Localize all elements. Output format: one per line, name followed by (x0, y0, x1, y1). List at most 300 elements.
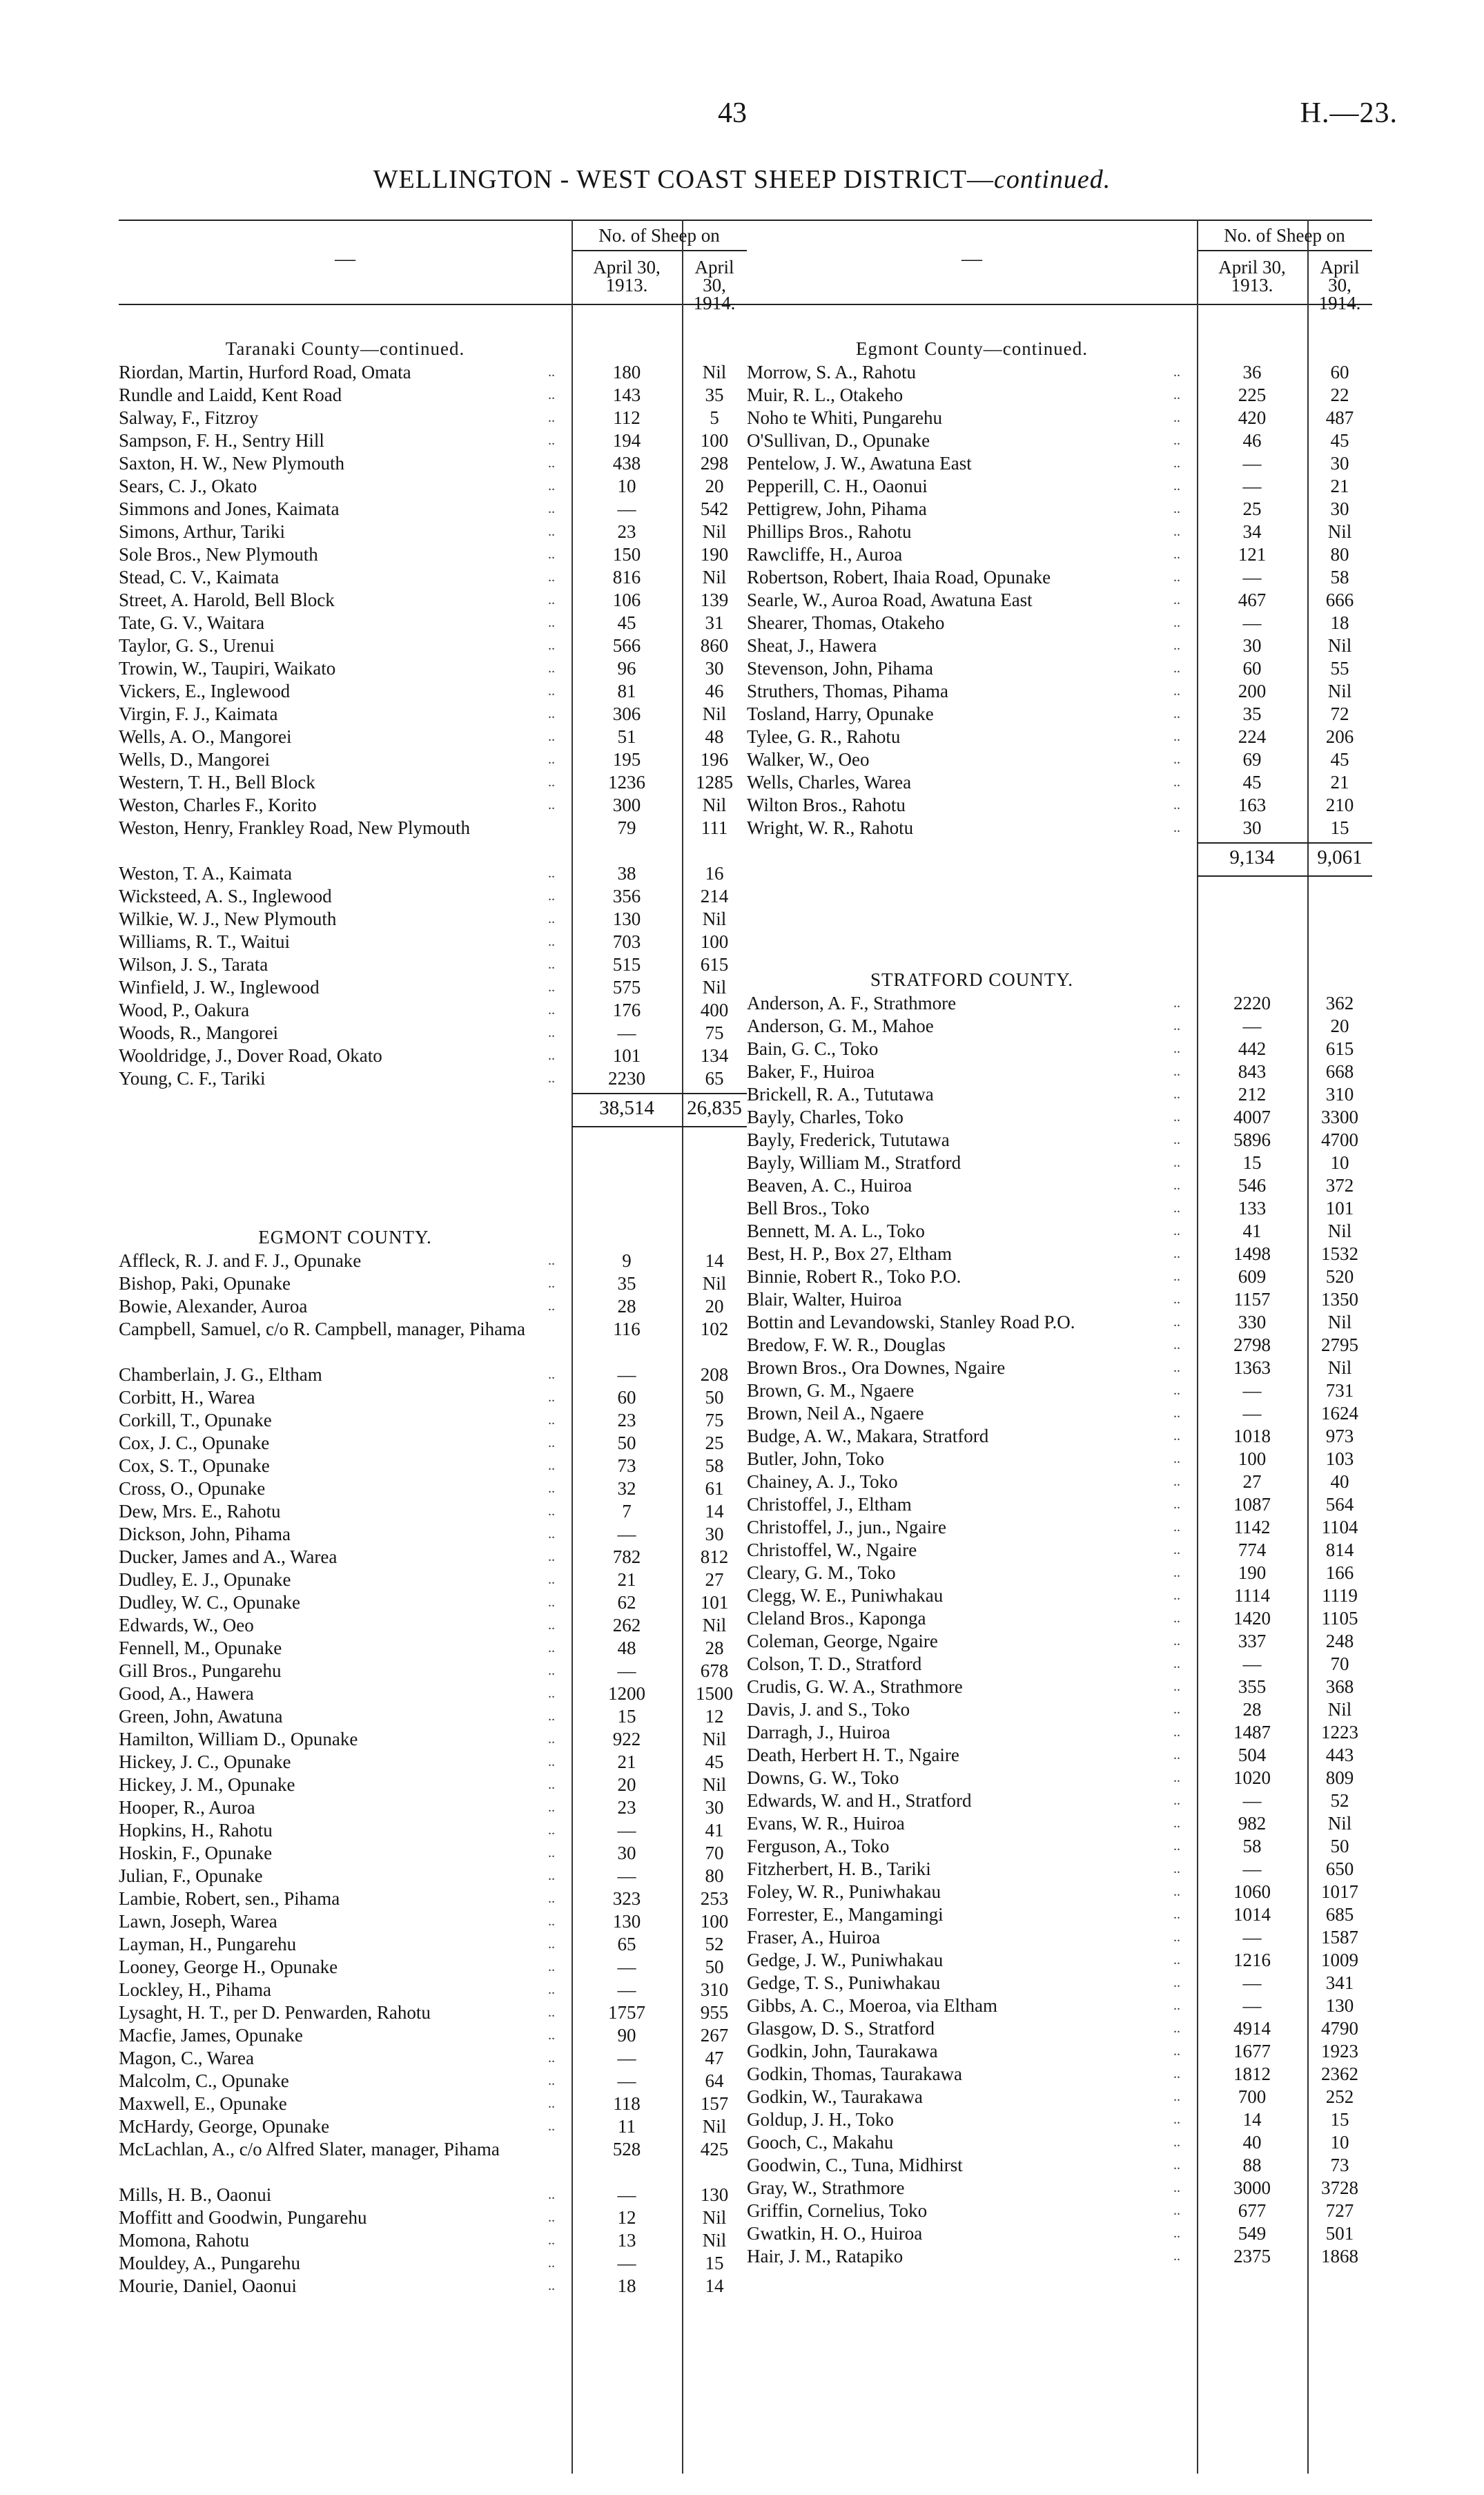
table-row (119, 657, 747, 680)
sheep-1914: 3728 (1321, 2177, 1358, 2198)
table-row (119, 1887, 747, 1910)
leader-dots: .. (1173, 2157, 1180, 2173)
table-row (747, 1926, 1372, 1949)
leader-dots: .. (548, 1071, 555, 1086)
owner-name: Death, Herbert H. T., Ngaire (747, 1745, 959, 1765)
sheep-1913: 46 (1242, 430, 1262, 451)
leader-dots: .. (1173, 1132, 1180, 1147)
sheep-1913: 1060 (1233, 1881, 1271, 1902)
sheep-1913: 609 (1238, 1266, 1267, 1287)
table-row (747, 1767, 1372, 1789)
sheep-1914: 1624 (1321, 1403, 1358, 1424)
sheep-1913: 566 (612, 635, 641, 656)
sheep-1913: 1487 (1233, 1722, 1271, 1742)
sheep-1914: 65 (705, 1068, 724, 1089)
table-row (119, 1910, 747, 1933)
leader-dots: .. (1173, 1702, 1180, 1717)
leader-dots: .. (548, 2050, 555, 2066)
leader-dots: .. (548, 1276, 555, 1291)
page-title (0, 164, 1484, 195)
table-row (119, 1660, 747, 1682)
leader-dots: .. (548, 2187, 555, 2202)
leader-dots: .. (548, 1458, 555, 1473)
leader-dots: .. (1173, 1565, 1180, 1580)
sheep-1914: 310 (1325, 1084, 1354, 1105)
sheep-1913: 40 (1242, 2132, 1262, 2153)
owner-name: Edwards, W., Oeo (119, 1615, 254, 1635)
owner-name: Riordan, Martin, Hurford Road, Omata (119, 362, 411, 382)
leader-dots: .. (1173, 1884, 1180, 1899)
owner-name: Shearer, Thomas, Otakeho (747, 612, 945, 633)
sheep-1913: 438 (612, 453, 641, 474)
sheep-1914: 45 (705, 1751, 724, 1772)
leader-dots: .. (1173, 706, 1180, 721)
leader-dots: .. (548, 1595, 555, 1610)
owner-name: Salway, F., Fitzroy (119, 407, 259, 428)
table-row (119, 1865, 747, 1887)
total-1913: 9,134 (1229, 846, 1275, 868)
sheep-1913: 1020 (1233, 1767, 1271, 1788)
sheep-1913: 2798 (1233, 1334, 1271, 1355)
leader-dots: .. (548, 1481, 555, 1496)
table-row (747, 657, 1372, 680)
owner-name: Wells, D., Mangorei (119, 749, 271, 770)
sheep-1914: 668 (1325, 1061, 1354, 1082)
sheep-1914: 50 (705, 1387, 724, 1408)
sheep-1913: 130 (612, 1911, 641, 1932)
owner-name: Bishop, Paki, Opunake (119, 1273, 291, 1294)
owner-name: Green, John, Awatuna (119, 1706, 283, 1727)
table-row (119, 1022, 747, 1045)
owner-name: Bayly, William M., Stratford (747, 1152, 961, 1173)
leader-dots: .. (1173, 638, 1180, 653)
leader-dots: .. (548, 2119, 555, 2134)
sheep-1913: 703 (612, 931, 641, 952)
owner-name: Goldup, J. H., Toko (747, 2109, 894, 2130)
table-row (747, 407, 1372, 429)
sheep-1914: 21 (1330, 476, 1349, 496)
sheep-1914: 362 (1325, 993, 1354, 1013)
table-row (747, 1607, 1372, 1630)
sheep-1914: 731 (1325, 1380, 1354, 1401)
table-row (747, 1903, 1372, 1926)
owner-name: Weston, Charles F., Korito (119, 795, 317, 815)
leader-dots: .. (548, 2278, 555, 2293)
leader-dots: .. (1173, 1930, 1180, 1945)
sheep-1914: 100 (700, 931, 729, 952)
table-row (747, 1265, 1372, 1288)
table-row (747, 2063, 1372, 2086)
sheep-1913: 337 (1238, 1631, 1267, 1651)
sheep-1913: 1087 (1233, 1494, 1271, 1515)
owner-name: Wood, P., Oakura (119, 1000, 250, 1020)
sheep-1914: 48 (705, 726, 724, 747)
owner-name: Wright, W. R., Rahotu (747, 817, 914, 838)
leader-dots: .. (548, 1709, 555, 1724)
sheep-1914: 196 (700, 749, 729, 770)
sheep-1914: 1119 (1322, 1585, 1358, 1606)
leader-dots: .. (1173, 410, 1180, 425)
leader-dots: .. (548, 570, 555, 585)
sheep-1914: 252 (1325, 2086, 1354, 2107)
leader-dots: .. (548, 1754, 555, 1769)
sheep-1914: 72 (1330, 703, 1349, 724)
leader-dots: .. (1173, 752, 1180, 767)
sheep-1913: 118 (613, 2093, 641, 2114)
sheep-1913: 41 (1242, 1221, 1262, 1241)
leader-dots: .. (548, 1367, 555, 1382)
owner-name: Searle, W., Auroa Road, Awatuna East (747, 590, 1033, 610)
table-row (119, 2229, 747, 2252)
sheep-1913: 1157 (1233, 1289, 1271, 1310)
leader-dots: .. (548, 615, 555, 630)
leader-dots: .. (548, 2210, 555, 2225)
sheep-1913: — (617, 498, 636, 519)
sheep-1914: 20 (1330, 1016, 1349, 1036)
leader-dots: .. (1173, 1314, 1180, 1330)
table-row (119, 1819, 747, 1842)
sheep-1913: — (617, 2184, 636, 2205)
table-row (119, 1933, 747, 1956)
table-row (119, 384, 747, 407)
table-row (119, 1363, 747, 1386)
sheep-1914: 64 (705, 2070, 724, 2091)
owner-name: Anderson, A. F., Strathmore (747, 993, 957, 1013)
sheep-1914: Nil (1327, 1357, 1352, 1378)
owner-name: Bayly, Charles, Toko (747, 1107, 904, 1127)
sheep-1914: 73 (1330, 2155, 1349, 2175)
leader-dots: .. (1173, 2089, 1180, 2104)
sheep-1914: 1868 (1321, 2246, 1358, 2266)
leader-dots: .. (548, 1914, 555, 1929)
owner-name: Crudis, G. W. A., Strathmore (747, 1676, 963, 1697)
leader-dots: .. (1173, 1360, 1180, 1375)
table-row (119, 2093, 747, 2115)
table-row (119, 1728, 747, 1751)
leader-dots: .. (1173, 1542, 1180, 1557)
sheep-1914: 1500 (696, 1683, 733, 1704)
sheep-1913: 10 (617, 476, 636, 496)
sheep-1913: 355 (1238, 1676, 1267, 1697)
sheep-1914: 50 (1330, 1836, 1349, 1856)
leader-dots: .. (1173, 683, 1180, 699)
table-row (119, 1272, 747, 1295)
sheep-1913: 330 (1238, 1312, 1267, 1332)
owner-name: Brown Bros., Ora Downes, Ngaire (747, 1357, 1006, 1378)
sheep-1913: 50 (617, 1433, 636, 1453)
owner-name: Gedge, T. S., Puniwhakau (747, 1972, 941, 1993)
sheep-1914: 2362 (1321, 2064, 1358, 2084)
sheep-1913: — (617, 1022, 636, 1043)
leader-dots: .. (1173, 1975, 1180, 1990)
sheep-1914: 30 (1330, 498, 1349, 519)
table-row (747, 1994, 1372, 2017)
leader-dots: .. (548, 1891, 555, 1906)
table-row (119, 1386, 747, 1409)
sheep-1913: 23 (617, 521, 636, 542)
sheep-1914: 14 (705, 1501, 724, 1522)
sheep-1914: 30 (705, 1524, 724, 1544)
owner-name: Foley, W. R., Puniwhakau (747, 1881, 941, 1902)
sheep-1914: 22 (1330, 385, 1349, 405)
owner-name: Bain, G. C., Toko (747, 1038, 879, 1059)
owner-name: Hoskin, F., Opunake (119, 1843, 273, 1863)
owner-name: Struthers, Thomas, Pihama (747, 681, 948, 701)
table-row (119, 2275, 747, 2298)
sheep-1913: 843 (1238, 1061, 1267, 1082)
leader-dots: .. (1173, 478, 1180, 494)
sheep-1913: 35 (617, 1273, 636, 1294)
leader-dots: .. (1173, 1269, 1180, 1284)
leader-dots: .. (548, 1390, 555, 1405)
sheep-1914: 727 (1325, 2200, 1354, 2221)
owner-name: Maxwell, E., Opunake (119, 2093, 287, 2114)
leader-dots: .. (1173, 1588, 1180, 1603)
owner-name: Bayly, Frederick, Tututawa (747, 1129, 950, 1150)
owner-name: Robertson, Robert, Ihaia Road, Opunake (747, 567, 1051, 588)
table-row (747, 1584, 1372, 1607)
owner-name: Hamilton, William D., Opunake (119, 1729, 358, 1749)
table-row (119, 1432, 747, 1455)
leader-dots: .. (1173, 1497, 1180, 1512)
sheep-1914: 206 (1325, 726, 1354, 747)
sheep-1913: 90 (617, 2025, 636, 2046)
table-row (747, 2108, 1372, 2131)
leader-dots: .. (548, 2233, 555, 2248)
owner-name: Dickson, John, Pihama (119, 1524, 291, 1544)
owner-name: Phillips Bros., Rahotu (747, 521, 912, 542)
total-rule-bottom (1197, 875, 1372, 877)
table-row (747, 1881, 1372, 1903)
table-row (119, 976, 747, 999)
sheep-1914: 70 (1330, 1653, 1349, 1674)
table-row (119, 794, 747, 817)
sheep-1913: — (1242, 1016, 1262, 1036)
owner-name: Muir, R. L., Otakeho (747, 385, 904, 405)
sheep-1913: 60 (617, 1387, 636, 1408)
sheep-1913: — (617, 1820, 636, 1841)
table-row (747, 1038, 1372, 1060)
sheep-1913: 2230 (608, 1068, 645, 1089)
sheep-1914: 139 (700, 590, 729, 610)
table-row (119, 1637, 747, 1660)
leader-dots: .. (548, 547, 555, 562)
owner-name: Griffin, Cornelius, Toko (747, 2200, 928, 2221)
sheep-1914: 190 (700, 544, 729, 565)
sheep-1914: 15 (705, 2253, 724, 2273)
sheep-1913: 34 (1242, 521, 1262, 542)
sheep-1914: 101 (700, 1592, 729, 1613)
leader-dots: .. (1173, 661, 1180, 676)
owner-name: Cox, S. T., Opunake (119, 1455, 270, 1476)
table-row (747, 1721, 1372, 1744)
sheep-1914: 134 (700, 1045, 729, 1066)
owner-name: Glasgow, D. S., Stratford (747, 2018, 935, 2039)
sheep-1914: 61 (705, 1478, 724, 1499)
table-row (747, 1949, 1372, 1972)
section-title: Egmont County—continued. (856, 338, 1088, 359)
sheep-1914: 58 (1330, 567, 1349, 588)
table-row (119, 726, 747, 748)
owner-name: Woods, R., Mangorei (119, 1022, 279, 1043)
leader-dots: .. (548, 752, 555, 767)
sheep-1913: 30 (1242, 635, 1262, 656)
sheep-1913: 816 (612, 567, 641, 588)
sheep-1914: 214 (700, 886, 729, 906)
table-row (119, 361, 747, 384)
sheep-1913: 11 (618, 2116, 636, 2137)
sheep-1913: 1142 (1233, 1517, 1271, 1537)
owner-name: Mourie, Daniel, Oaonui (119, 2275, 297, 2296)
sheep-1913: 150 (612, 544, 641, 565)
table-row (747, 1539, 1372, 1562)
sheep-1913: 515 (612, 954, 641, 975)
sheep-1913: 225 (1238, 385, 1267, 405)
sheep-1913: 58 (1242, 1836, 1262, 1856)
table-row (119, 1500, 747, 1523)
sheep-1914: 267 (700, 2025, 729, 2046)
table-row (747, 1197, 1372, 1220)
sheep-1914: 52 (705, 1934, 724, 1954)
leader-dots: .. (1173, 1633, 1180, 1649)
table-row (747, 612, 1372, 634)
sheep-1914: 1223 (1321, 1722, 1358, 1742)
table-row (119, 498, 747, 521)
owner-name: Evans, W. R., Huiroa (747, 1813, 905, 1834)
leader-dots: .. (548, 980, 555, 995)
sheep-1914: 45 (1330, 749, 1349, 770)
sheep-1913: 28 (617, 1296, 636, 1317)
table-row (119, 407, 747, 429)
sheep-1913: 116 (613, 1319, 641, 1339)
owner-name: Lockley, H., Pihama (119, 1979, 271, 2000)
leader-dots: .. (1173, 1064, 1180, 1079)
table-row (747, 1060, 1372, 1083)
leader-dots: .. (1173, 456, 1180, 471)
sheep-1914: 60 (1330, 362, 1349, 382)
leader-dots: .. (548, 1800, 555, 1815)
leader-dots: .. (1173, 1520, 1180, 1535)
sheep-1914: 30 (705, 1797, 724, 1818)
sheep-1913: 224 (1238, 726, 1267, 747)
sheep-1913: 69 (1242, 749, 1262, 770)
sheep-1913: — (617, 1364, 636, 1385)
owner-name: Binnie, Robert R., Toko P.O. (747, 1266, 961, 1287)
sheep-1914: 40 (1330, 1471, 1349, 1492)
sheep-1913: — (1242, 1790, 1262, 1811)
leader-dots: .. (548, 889, 555, 904)
leader-dots: .. (548, 1048, 555, 1063)
table-row (119, 1569, 747, 1591)
owner-name: Simmons and Jones, Kaimata (119, 498, 340, 519)
leader-dots: .. (548, 1731, 555, 1747)
table-row (119, 1045, 747, 1067)
sheep-1914: 25 (705, 1433, 724, 1453)
table-row (119, 2070, 747, 2093)
sheep-1914: 100 (700, 1911, 729, 1932)
sheep-1914: 443 (1325, 1745, 1354, 1765)
owner-name: Chainey, A. J., Toko (747, 1471, 898, 1492)
owner-name: Fraser, A., Huiroa (747, 1927, 881, 1948)
sheep-1914: Nil (702, 909, 727, 929)
leader-dots: .. (1173, 1406, 1180, 1421)
owner-name: Budge, A. W., Makara, Stratford (747, 1426, 989, 1446)
owner-name: Rawcliffe, H., Auroa (747, 544, 903, 565)
sheep-1914: 80 (705, 1865, 724, 1886)
sheep-1913: 782 (612, 1546, 641, 1567)
sheep-1914: 341 (1325, 1972, 1354, 1993)
sheep-1914: 368 (1325, 1676, 1354, 1697)
leader-dots: .. (1173, 2226, 1180, 2241)
sheep-1913: 7 (622, 1501, 632, 1522)
sheep-1914: 809 (1325, 1767, 1354, 1788)
leader-dots: .. (1173, 1861, 1180, 1876)
sheep-1913: 549 (1238, 2223, 1267, 2244)
leader-dots: .. (1173, 1998, 1180, 2013)
total-1914: 26,835 (687, 1097, 742, 1119)
sheep-1914: 955 (700, 2002, 729, 2023)
sheep-1913: 23 (617, 1410, 636, 1430)
owner-name: Bell Bros., Toko (747, 1198, 870, 1219)
leader-dots: .. (548, 1412, 555, 1428)
table-row (119, 1546, 747, 1569)
sheep-1914: 1587 (1321, 1927, 1358, 1948)
sheep-1913: 36 (1242, 362, 1262, 382)
sheep-1913: 27 (1242, 1471, 1262, 1492)
table-row (119, 885, 747, 908)
sheep-1913: 1812 (1233, 2064, 1271, 2084)
leader-dots: .. (1173, 1178, 1180, 1193)
leader-dots: .. (1173, 2203, 1180, 2218)
leader-dots: .. (548, 433, 555, 448)
owner-name: Butler, John, Toko (747, 1448, 885, 1469)
total-1913: 38,514 (599, 1097, 654, 1119)
leader-dots: .. (1173, 729, 1180, 744)
sheep-1914: 30 (1330, 453, 1349, 474)
owner-name: Chamberlain, J. G., Eltham (119, 1364, 322, 1385)
sheep-1913: 14 (1242, 2109, 1262, 2130)
owner-name: Wilkie, W. J., New Plymouth (119, 909, 337, 929)
sheep-1913: 2375 (1233, 2246, 1271, 2266)
table-row (119, 953, 747, 976)
table-row (747, 2154, 1372, 2177)
owner-name: Campbell, Samuel, c/o R. Campbell, manager, Pihama (119, 1319, 526, 1339)
owner-name: Hickey, J. C., Opunake (119, 1751, 291, 1772)
sheep-1914: 47 (705, 2048, 724, 2068)
sheep-1913: 420 (1238, 407, 1267, 428)
table-row (747, 1311, 1372, 1334)
sheep-1914: 2795 (1321, 1334, 1358, 1355)
owner-name: Looney, George H., Opunake (119, 1957, 338, 1977)
sheep-1913: 1200 (608, 1683, 645, 1704)
table-row (747, 1835, 1372, 1858)
sheep-1913: 356 (612, 886, 641, 906)
leader-dots: .. (548, 387, 555, 402)
table-row (747, 1789, 1372, 1812)
owner-name: Sampson, F. H., Sentry Hill (119, 430, 324, 451)
sheep-1914: 70 (705, 1843, 724, 1863)
sheep-1914: 542 (700, 498, 729, 519)
table-row (747, 1174, 1372, 1197)
leader-dots: .. (548, 478, 555, 494)
sheep-1914: 1104 (1321, 1517, 1358, 1537)
owner-name: McLachlan, A., c/o Alfred Slater, manager, Pihama (119, 2139, 500, 2159)
table-row (747, 521, 1372, 543)
page-title-main: WELLINGTON - WEST COAST SHEEP DISTRICT— (373, 165, 994, 194)
owner-name: Baker, F., Huiroa (747, 1061, 875, 1082)
sheep-1913: — (617, 2253, 636, 2273)
leader-dots: .. (1173, 1656, 1180, 1671)
